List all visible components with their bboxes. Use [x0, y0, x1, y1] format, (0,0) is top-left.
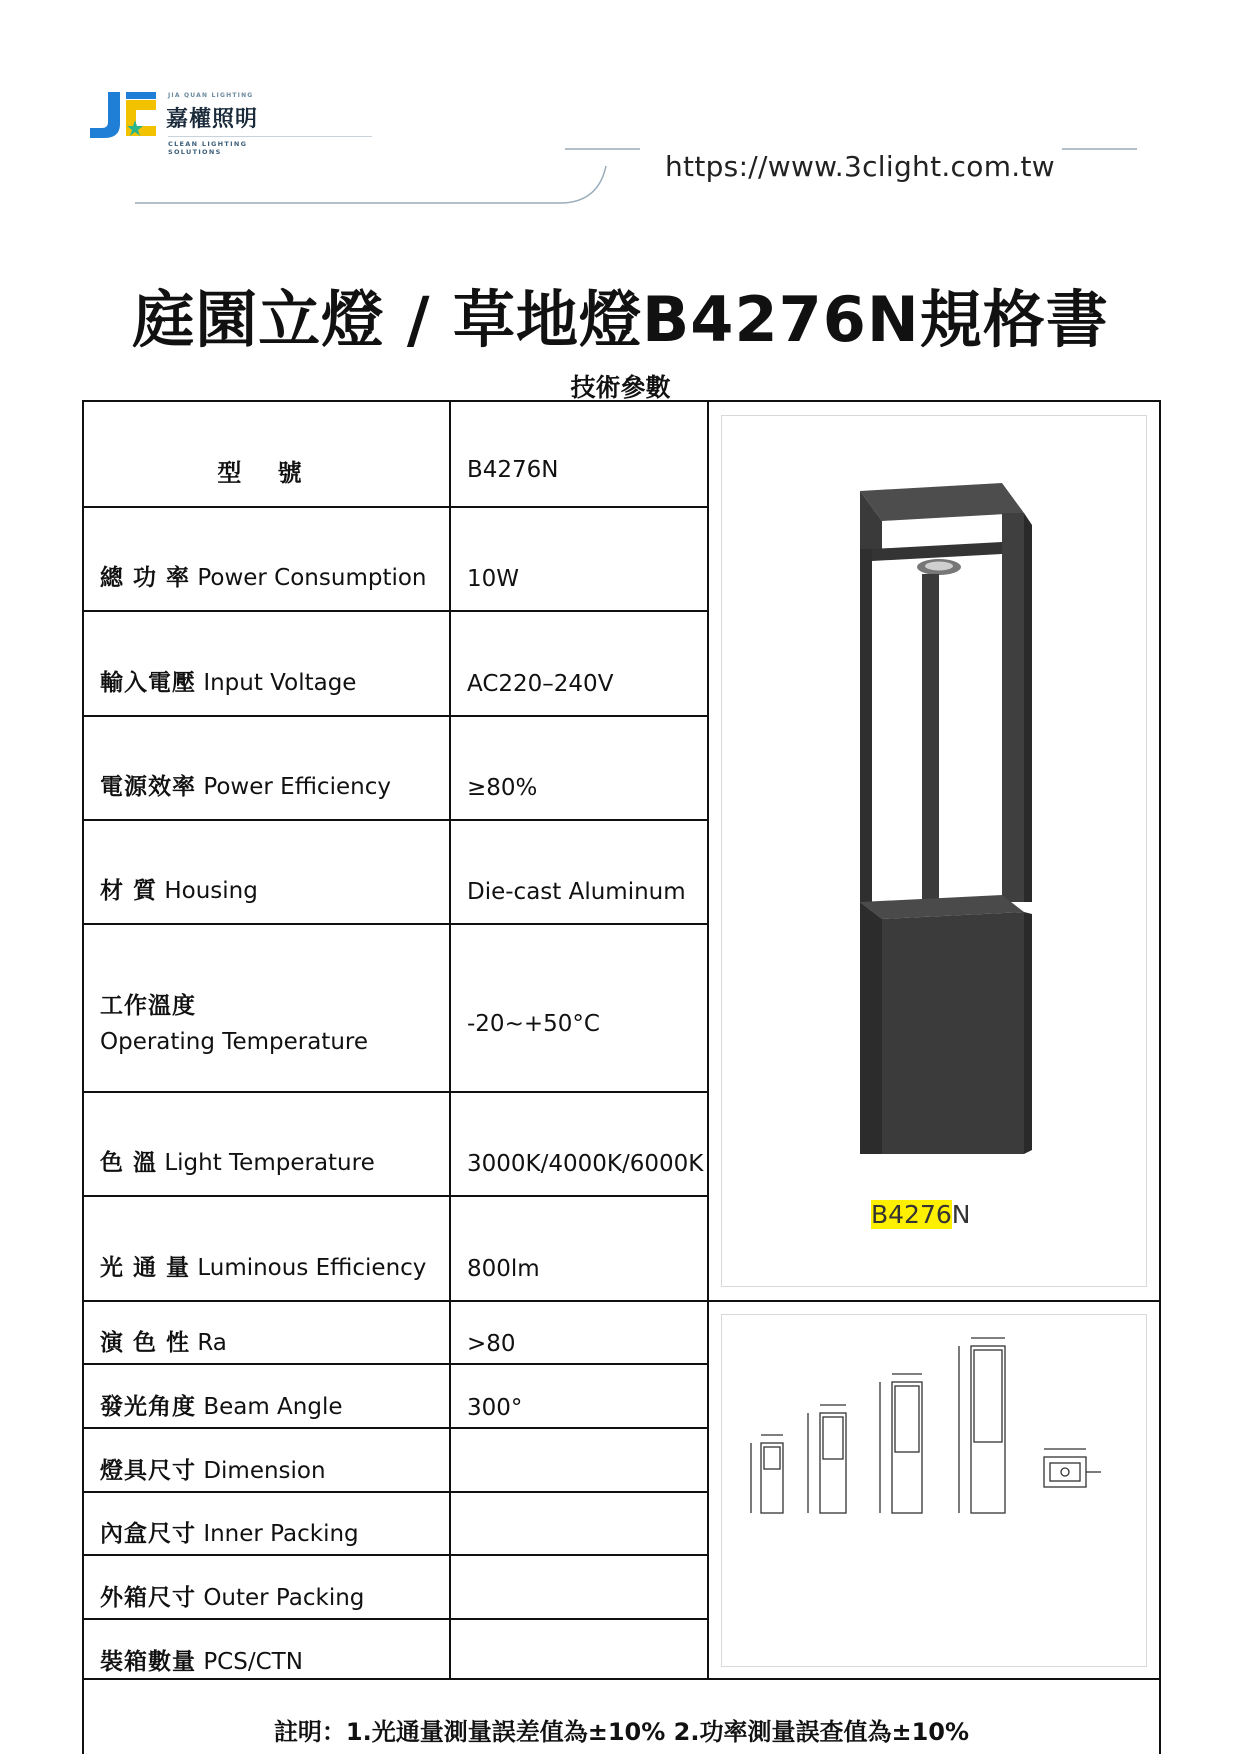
spec-row-operating-temp — [84, 923, 709, 1091]
spec-label-en: Beam Angle — [203, 1394, 343, 1420]
spec-row-pcs-ctn — [84, 1618, 709, 1678]
spec-label-cn: 色 溫 — [100, 1150, 158, 1176]
spec-label-en: Power Consumption — [197, 565, 427, 591]
spec-row-beam-angle — [84, 1363, 709, 1427]
spec-label-en: Luminous Efficiency — [197, 1255, 427, 1281]
header-decoration — [0, 0, 1241, 220]
spec-row-housing — [84, 819, 709, 923]
spec-value: -20~+50°C — [467, 1011, 600, 1037]
footnote-text: 註明：1.光通量測量誤差值為±10% 2.功率測量誤查值為±10% — [273, 1718, 970, 1746]
logo-tagline: CLEAN LIGHTING SOLUTIONS — [168, 140, 248, 156]
product-photo-caption: B4276N — [871, 1200, 971, 1229]
spec-label-en: Input Voltage — [203, 670, 357, 696]
spec-value: Die-cast Aluminum — [467, 879, 686, 905]
spec-label-cn: 內盒尺寸 — [100, 1521, 196, 1547]
spec-row-ra — [84, 1300, 709, 1363]
spec-label-cn: 光 通 量 — [100, 1255, 191, 1281]
spec-row-voltage — [84, 610, 709, 715]
dimension-drawing-icon — [709, 1302, 1161, 1680]
spec-value: >80 — [467, 1331, 516, 1357]
spec-label-cn: 電源效率 — [100, 774, 196, 800]
website-url[interactable]: https://www.3clight.com.tw — [665, 150, 1055, 183]
spec-label-cn: 總 功 率 — [100, 565, 191, 591]
spec-label-en: Power Efficiency — [203, 774, 391, 800]
spec-label-en: Outer Packing — [203, 1585, 365, 1611]
spec-value: 300° — [467, 1395, 523, 1421]
spec-value: 10W — [467, 566, 520, 592]
spec-label-cn: 演 色 性 — [100, 1330, 191, 1356]
spec-row-inner-packing — [84, 1491, 709, 1554]
spec-row-color-temp — [84, 1091, 709, 1195]
spec-label-cn: 材 質 — [100, 878, 158, 904]
spec-value: 3000K/4000K/6000K — [467, 1151, 704, 1177]
spec-label-en: Operating Temperature — [100, 1029, 368, 1055]
spec-row-power — [84, 506, 709, 610]
spec-row-luminous — [84, 1195, 709, 1300]
spec-row-outer-packing — [84, 1554, 709, 1618]
spec-label-cn: 燈具尺寸 — [100, 1458, 196, 1484]
spec-label-en: Light Temperature — [164, 1150, 375, 1176]
spec-table — [82, 400, 1161, 1754]
spec-label-cn: 外箱尺寸 — [100, 1585, 196, 1611]
spec-label-en: Ra — [197, 1330, 227, 1356]
spec-label-en: PCS/CTN — [203, 1649, 303, 1675]
spec-row-efficiency — [84, 715, 709, 819]
spec-label-en: Dimension — [203, 1458, 326, 1484]
page-title: 庭園立燈 / 草地燈B4276N規格書 — [132, 283, 1109, 356]
spec-value: ≥80% — [467, 775, 538, 801]
spec-value: B4276N — [467, 457, 559, 483]
spec-label-cn: 型 號 — [217, 459, 316, 487]
spec-value: AC220–240V — [467, 671, 614, 697]
logo-small-text: JIA QUAN LIGHTING — [168, 92, 254, 99]
spec-row-dimension — [84, 1427, 709, 1491]
dimension-drawing-panel — [709, 1300, 1161, 1678]
spec-label-cn: 工作溫度 — [100, 993, 196, 1019]
spec-label-cn: 裝箱數量 — [100, 1649, 196, 1675]
spec-row-model — [84, 402, 709, 506]
section-subtitle: 技術參數 — [570, 373, 671, 402]
logo-chinese-name: 嘉權照明 — [166, 107, 259, 132]
spec-label-cn: 發光角度 — [100, 1394, 196, 1420]
product-photo-panel — [709, 402, 1161, 1300]
footnote-row — [84, 1678, 1159, 1756]
bollard-light-icon — [709, 402, 1161, 1300]
spec-value: 800lm — [467, 1256, 540, 1282]
spec-label-cn: 輸入電壓 — [100, 670, 196, 696]
spec-label-en: Housing — [164, 878, 258, 904]
spec-label-en: Inner Packing — [203, 1521, 359, 1547]
